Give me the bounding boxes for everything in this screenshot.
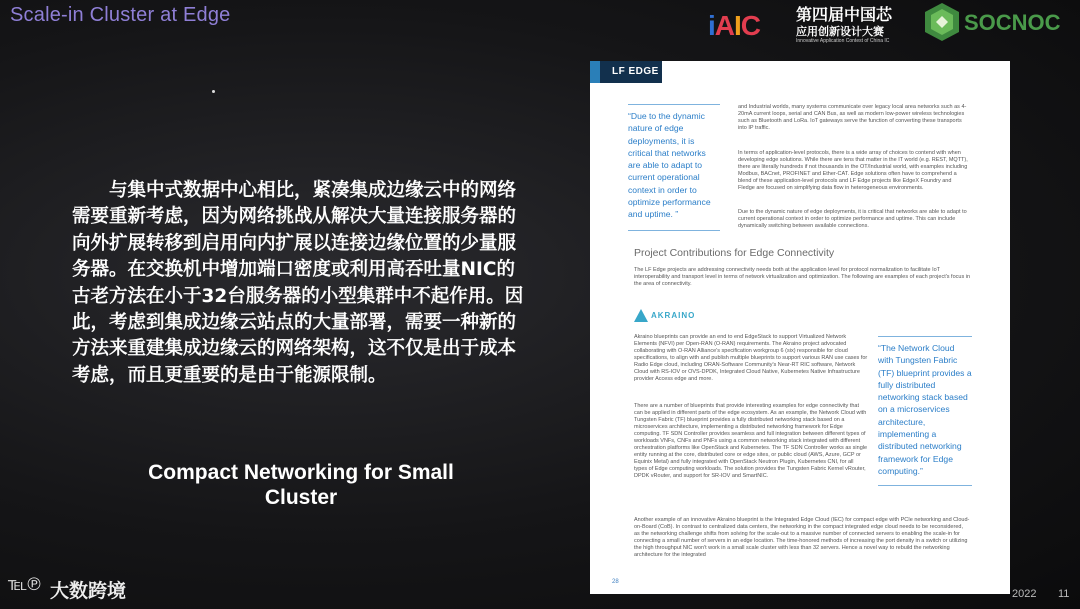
iaic-logo xyxy=(708,2,913,48)
body-text-cn: 与集中式数据中心相比，紧凑集成边缘云中的网络需要重新考虑，因为网络挑战从解决大量连接服务器的向外扩展转移到启用向内扩展以连接边缘位置的少量服务器。在交换机中增加端口密度或利用高吞吐量NIC的古老方法在小于32台服务器的小型集群中不起作用。因此，考虑到集成边缘云站点的大量部署，需要一种新的方法来重建集成边缘云的网络架构，这不仅是出于成本考虑，而且更重要的是由于能源限制。 xyxy=(72,180,524,386)
pull-quote-2: “The Network Cloud with Tungsten Fabric (TF) blueprint provides a fully distributed networking stack based on a microservices architecture, implementing a distributed networking framework for Edge computing.” xyxy=(878,336,972,486)
pull-quote-1: “Due to the dynamic nature of edge deployments, it is critical that networks are able to adapt to current operational context in order to optimize performance and uptime. ” xyxy=(628,104,720,231)
slide-title: Scale-in Cluster at Edge xyxy=(10,4,231,26)
footer-logo xyxy=(8,572,158,606)
bullet-dot xyxy=(212,90,215,93)
doc-page-number: 28 xyxy=(612,579,619,585)
doc-paragraph-2: In terms of application-level protocols, there is a wide array of choices to contend with when developing edge solutions. While there are tens that matter in the IT world (e.g. REST, MQTT), there are literally hundreds if not thousands in the OT/Industrial world, with examples including Modbus, BACnet, PROFINET and Ether-CAT. Edge solutions often have to comprehend a blend of these application-level protocols and LF Edge projects like EdgeX Foundry and Fledge are focused on simplifying data flow in heterogeneous environments. xyxy=(738,150,968,191)
doc-paragraph-6: There are a number of blueprints that provide interesting examples for edge connectivity that can be applied in different parts of the edge ecosystem. As an example, the Network Cloud with Tungsten Fabric (TF) blueprint provides a fully distributed networking stack based on a microservices architecture, implementing a distributed networking framework for Edge computing. TF SDN Controller provides seamless and full integration between different types of workloads VNFs, CNFs and PNFs using a common networking stack integrated with different orchestration platforms like OpenStack and Kubernetes. The TF SDN Controller works as single entity running at the core, distributed core or edge sites, or public cloud (AWS, Azure, GCP or Equinix Metal) and fully integrated with OpenStack Neutron Plugin, Kubernetes CNI, for all types of Edge computing workloads. The solution provides the Tungsten Fabric Kernel vRouter, DPDK vRouter, and support for SR-IOV and SmartNIC. xyxy=(634,403,868,479)
doc-section-heading: Project Contributions for Edge Connectivity xyxy=(634,247,835,259)
lf-edge-badge-text: LF EDGE xyxy=(612,66,659,77)
akraino-triangle-icon xyxy=(634,309,648,322)
slide-page-number: 11 xyxy=(1058,588,1070,600)
akraino-wordmark: AKRAINO xyxy=(651,311,696,320)
doc-paragraph-5: Akraino blueprints can provide an end to end EdgeStack to support Virtualized Network Elements (NFVI) per Open-RAN (O-RAN) requirements. The Akraino project advocated collaborating with O-RAN Alliance's specification workgroup 6 (six) responsible for cloud specifications, to align with and publish multiple blueprints to support various RAN use cases for Radio Edge cloud, including ORAN-Software Community's Near-RT RIC software, Network Cloud with RS-IOV or OVS-DPDK, Integrated Cloud Native, Kubernetes Native Infrastructure provider Access edge and more. xyxy=(634,334,868,382)
iaic-mark: iAIC xyxy=(708,10,761,41)
doc-paragraph-7: Another example of an innovative Akraino blueprint is the Integrated Edge Cloud (IEC) for compact edge with PCIe networking and Cloud-on-Board (CoB). In contrast to centralized data centers, the networking in the compact integrated edge cloud needs to be reconsidered, as the networking challenge shifts from solving for the scale-out to a massive number of connected servers to enabling the scale-in for connecting a small number of servers in an edge location. The time-honored methods of increasing the port density in a switch or utilizing the high throughput NIC won't work in a small scale cluster with less than 32 servers. Hence a novel way to rebuild the networking architecture for the integrated xyxy=(634,517,970,558)
doc-paragraph-4: The LF Edge projects are addressing connectivity needs both at the application level for protocol normalization to facilitate IoT interoperability and transport level in terms of network virtualization and optimization. The following are examples of each project's focus in the area of connectivity. xyxy=(634,267,971,287)
socnoc-wordmark: SOCNOC xyxy=(964,10,1061,35)
socnoc-logo xyxy=(922,2,1077,44)
doc-paragraph-1: and Industrial worlds, many systems communicate over legacy local area networks such as 4-20mA current loops, serial and CAN Bus, as well as modern low-power wireless technologies such as Bluetooth and LoRa. IoT gateways serve the function of converting these transports into IP traffic. xyxy=(738,104,967,131)
section-subtitle: Compact Networking for Small Cluster xyxy=(148,461,454,509)
footer-logo-name: 大数跨境 xyxy=(50,580,127,602)
socnoc-emblem-icon xyxy=(922,2,962,42)
footer-logo-icon: ℡℗ xyxy=(8,574,41,594)
document-page-image xyxy=(590,61,1010,594)
iaic-subtitle: 应用创新设计大赛 xyxy=(796,25,884,38)
iaic-title: 第四届中国芯 xyxy=(796,5,893,24)
iaic-english: Innovative Application Contest of China IC xyxy=(796,38,890,44)
doc-paragraph-3: Due to the dynamic nature of edge deployments, it is critical that networks are able to adapt to current operational context in order to optimize performance and uptime. This can include dynamically switching between available connections. xyxy=(738,209,967,229)
lf-edge-badge xyxy=(590,61,662,83)
footer-year: 2022 xyxy=(1012,588,1037,600)
